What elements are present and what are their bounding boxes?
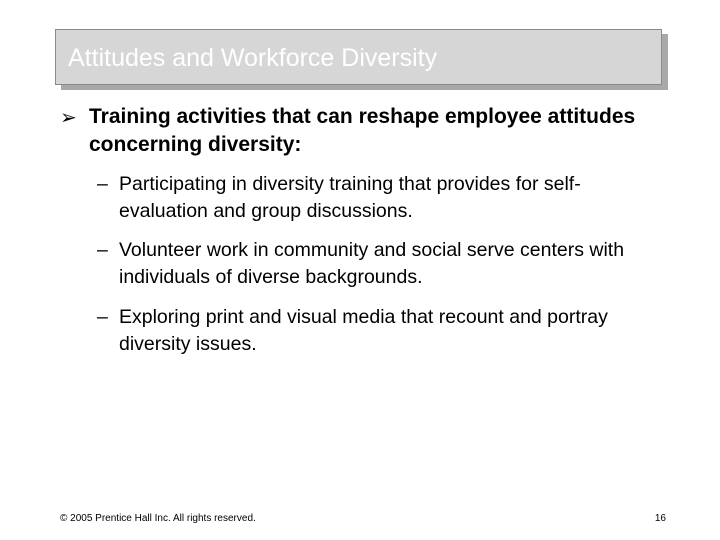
sub-bullet-text: Exploring print and visual media that recount and portray diversity issues. [119,306,608,355]
sub-bullet-text: Volunteer work in community and social serve centers with individuals of diverse backgrounds. [119,239,625,288]
copyright-footer: © 2005 Prentice Hall Inc. All rights reserved. [60,513,256,524]
title-box [55,29,662,85]
sub-bullet [97,304,657,358]
main-bullet [60,103,660,159]
dash-marker: – [97,239,108,261]
sub-bullet [97,237,657,291]
page-number: 16 [654,513,666,524]
dash-marker: – [97,173,108,195]
slide-title: Attitudes and Workforce Diversity [68,44,438,72]
dash-marker: – [97,306,108,328]
sub-bullet [97,171,657,225]
sub-bullet-text: Participating in diversity training that provides for self-evaluation and group discussions. [119,173,581,222]
main-bullet-text: Training activities that can reshape employee attitudes concerning diversity: [89,105,636,156]
arrow-bullet-icon: ➢ [60,105,77,129]
